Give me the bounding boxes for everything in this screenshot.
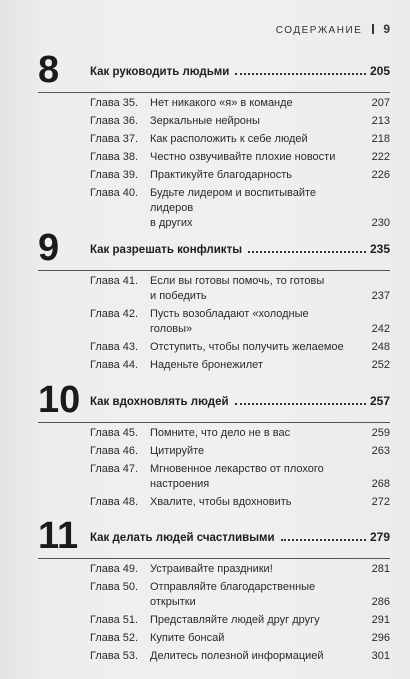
part-page-number: 279 bbox=[369, 530, 390, 544]
divider-rule bbox=[38, 92, 390, 93]
dot-leader bbox=[235, 73, 366, 75]
chapter-page-number: 222 bbox=[371, 151, 390, 163]
chapter-title bbox=[150, 462, 360, 492]
part-title: Как руководить людьми bbox=[90, 66, 230, 78]
chapter-page-number: 286 bbox=[371, 596, 390, 608]
chapter-entry[interactable] bbox=[90, 274, 390, 304]
chapter-label: Глава 47. bbox=[90, 463, 139, 475]
chapter-title bbox=[150, 631, 360, 646]
part-page-number: 205 bbox=[369, 64, 390, 78]
chapter-title-line: Хвалите, чтобы вдохновить bbox=[150, 496, 292, 508]
chapter-label: Глава 48. bbox=[90, 496, 139, 508]
chapter-label: Глава 39. bbox=[90, 169, 139, 181]
chapter-label: Глава 36. bbox=[90, 115, 139, 127]
chapter-title-line: Будьте лидером и воспитывайте лидеров bbox=[150, 187, 317, 214]
chapter-page-number: 259 bbox=[371, 427, 390, 439]
chapter-title-line: Наденьте бронежилет bbox=[150, 359, 263, 371]
dot-leader bbox=[281, 539, 366, 541]
separator-bar bbox=[372, 24, 374, 34]
chapter-title-line: Помните, что дело не в вас bbox=[150, 427, 291, 439]
chapter-title-line: Отправляйте благодарственные bbox=[150, 581, 316, 593]
chapter-page-number: 252 bbox=[371, 359, 390, 371]
chapter-entry[interactable] bbox=[90, 132, 390, 147]
chapter-title bbox=[150, 340, 360, 355]
chapter-page-number: 272 bbox=[371, 496, 390, 508]
chapter-title-line: Практикуйте благодарность bbox=[150, 169, 293, 181]
chapter-entry[interactable] bbox=[90, 340, 390, 355]
chapter-title-line: Зеркальные нейроны bbox=[150, 115, 260, 127]
part-heading-link[interactable] bbox=[90, 394, 390, 412]
chapter-title bbox=[150, 307, 360, 337]
chapter-page-number: 268 bbox=[371, 478, 390, 490]
chapter-title bbox=[150, 114, 360, 129]
chapter-title bbox=[150, 444, 360, 459]
divider-rule bbox=[38, 270, 390, 271]
divider-rule bbox=[38, 558, 390, 559]
chapter-entry[interactable] bbox=[90, 186, 390, 231]
divider-rule bbox=[38, 422, 390, 423]
chapter-page-number: 213 bbox=[371, 115, 390, 127]
chapter-entry[interactable] bbox=[90, 150, 390, 165]
chapter-title-line: Нет никакого «я» в команде bbox=[150, 97, 293, 109]
chapter-title-line: Устраивайте праздники! bbox=[150, 563, 273, 575]
chapter-label: Глава 49. bbox=[90, 563, 139, 575]
chapter-title-line: Как расположить к себе людей bbox=[150, 133, 308, 145]
chapter-title-continuation: в других bbox=[150, 217, 193, 229]
chapter-entry[interactable] bbox=[90, 307, 390, 337]
chapter-page-number: 281 bbox=[371, 563, 390, 575]
chapter-label: Глава 42. bbox=[90, 308, 139, 320]
chapter-title-line: Делитесь полезной информацией bbox=[150, 650, 324, 662]
chapter-title bbox=[150, 495, 360, 510]
chapter-title-continuation: открытки bbox=[150, 596, 196, 608]
chapter-title-line: Честно озвучивайте плохие новости bbox=[150, 151, 336, 163]
chapter-title bbox=[150, 150, 360, 165]
chapter-list bbox=[90, 274, 390, 376]
chapter-entry[interactable] bbox=[90, 168, 390, 183]
chapter-title bbox=[150, 613, 360, 628]
chapter-label: Глава 43. bbox=[90, 341, 139, 353]
part-title: Как вдохновлять людей bbox=[90, 396, 229, 408]
chapter-title bbox=[150, 186, 360, 231]
chapter-entry[interactable] bbox=[90, 631, 390, 646]
chapter-title-line: Цитируйте bbox=[150, 445, 205, 457]
part-page-number: 257 bbox=[369, 394, 390, 408]
chapter-page-number: 218 bbox=[371, 133, 390, 145]
chapter-label: Глава 46. bbox=[90, 445, 139, 457]
chapter-label: Глава 35. bbox=[90, 97, 139, 109]
part-title: Как разрешать конфликты bbox=[90, 244, 243, 256]
chapter-label: Глава 40. bbox=[90, 187, 139, 199]
chapter-title bbox=[150, 580, 360, 610]
part-number: 10 bbox=[38, 379, 81, 421]
chapter-label: Глава 41. bbox=[90, 275, 139, 287]
chapter-entry[interactable] bbox=[90, 613, 390, 628]
chapter-page-number: 263 bbox=[371, 445, 390, 457]
chapter-title bbox=[150, 274, 360, 304]
chapter-title bbox=[150, 168, 360, 183]
chapter-title bbox=[150, 132, 360, 147]
chapter-page-number: 230 bbox=[371, 217, 390, 229]
chapter-label: Глава 52. bbox=[90, 632, 139, 644]
running-head bbox=[276, 22, 390, 36]
chapter-label: Глава 50. bbox=[90, 581, 139, 593]
running-head-page-number: 9 bbox=[383, 22, 390, 36]
dot-leader bbox=[235, 403, 366, 405]
chapter-title-line: Купите бонсай bbox=[150, 632, 225, 644]
chapter-entry[interactable] bbox=[90, 358, 390, 373]
chapter-page-number: 296 bbox=[371, 632, 390, 644]
part-heading-link[interactable] bbox=[90, 530, 390, 548]
chapter-entry[interactable] bbox=[90, 444, 390, 459]
chapter-page-number: 291 bbox=[371, 614, 390, 626]
chapter-page-number: 207 bbox=[371, 97, 390, 109]
chapter-title-continuation: и победить bbox=[150, 290, 207, 302]
part-title: Как делать людей счастливыми bbox=[90, 532, 275, 544]
chapter-page-number: 226 bbox=[371, 169, 390, 181]
chapter-label: Глава 37. bbox=[90, 133, 139, 145]
chapter-label: Глава 53. bbox=[90, 650, 139, 662]
chapter-page-number: 301 bbox=[371, 650, 390, 662]
chapter-entry[interactable] bbox=[90, 426, 390, 441]
part-page-number: 235 bbox=[369, 242, 390, 256]
chapter-list bbox=[90, 96, 390, 234]
chapter-title bbox=[150, 649, 360, 664]
chapter-entry[interactable] bbox=[90, 562, 390, 577]
chapter-list bbox=[90, 426, 390, 513]
chapter-label: Глава 38. bbox=[90, 151, 139, 163]
chapter-label: Глава 45. bbox=[90, 427, 139, 439]
chapter-entry[interactable] bbox=[90, 114, 390, 129]
chapter-title-line: Отступить, чтобы получить желаемое bbox=[150, 341, 344, 353]
chapter-label: Глава 51. bbox=[90, 614, 139, 626]
chapter-list bbox=[90, 562, 390, 667]
chapter-label: Глава 44. bbox=[90, 359, 139, 371]
chapter-title-line: Если вы готовы помочь, то готовы bbox=[150, 275, 325, 287]
chapter-entry[interactable] bbox=[90, 462, 390, 492]
chapter-title bbox=[150, 562, 360, 577]
chapter-title-line: Мгновенное лекарство от плохого bbox=[150, 463, 324, 475]
chapter-entry[interactable] bbox=[90, 495, 390, 510]
chapter-entry[interactable] bbox=[90, 649, 390, 664]
chapter-title bbox=[150, 426, 360, 441]
chapter-entry[interactable] bbox=[90, 580, 390, 610]
part-number: 8 bbox=[38, 49, 60, 91]
chapter-title bbox=[150, 96, 360, 111]
running-head-title: СОДЕРЖАНИЕ bbox=[275, 25, 363, 36]
chapter-page-number: 248 bbox=[371, 341, 390, 353]
dot-leader bbox=[248, 251, 366, 253]
chapter-title-continuation: головы» bbox=[150, 323, 193, 335]
part-heading-link[interactable] bbox=[90, 64, 390, 82]
part-number: 9 bbox=[38, 227, 60, 269]
chapter-title-continuation: настроения bbox=[150, 478, 210, 490]
part-heading-link[interactable] bbox=[90, 242, 390, 260]
part-number: 11 bbox=[38, 515, 79, 557]
chapter-page-number: 237 bbox=[371, 290, 390, 302]
chapter-title-line: Пусть возобладают «холодные bbox=[150, 308, 309, 320]
chapter-entry[interactable] bbox=[90, 96, 390, 111]
chapter-title bbox=[150, 358, 360, 373]
chapter-page-number: 242 bbox=[371, 323, 390, 335]
chapter-title-line: Представляйте людей друг другу bbox=[150, 614, 320, 626]
